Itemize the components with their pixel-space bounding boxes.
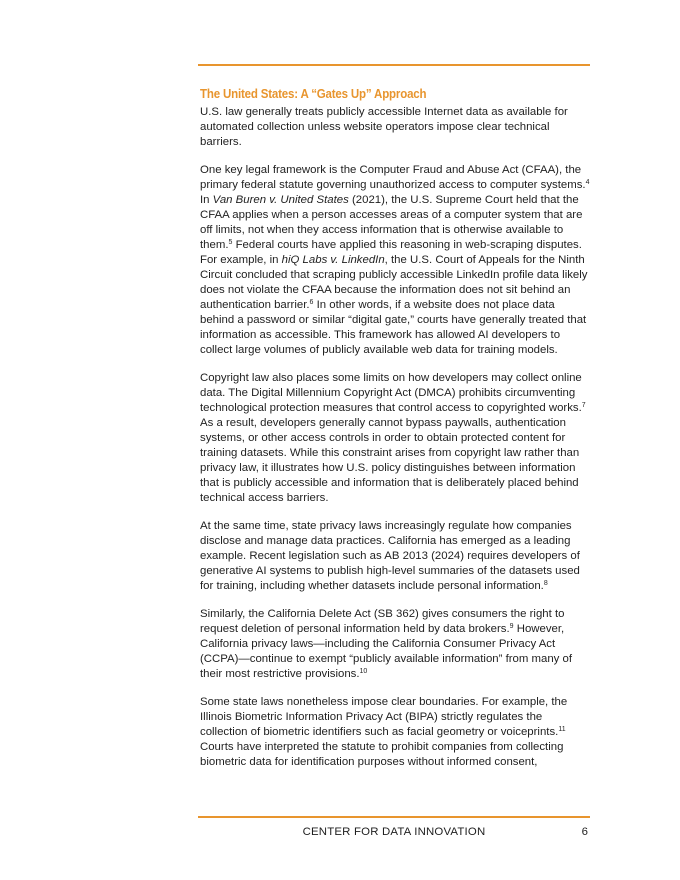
body-paragraph bbox=[200, 695, 590, 770]
text-run: One key legal framework is the Computer Fraud and Abuse Act (CFAA), the primary federal statute governing unauthorized access to computer systems. bbox=[200, 164, 586, 191]
header-rule bbox=[198, 64, 590, 66]
section-heading: The United States: A “Gates Up” Approach bbox=[200, 86, 427, 101]
footnote-ref[interactable]: 6 bbox=[309, 299, 314, 306]
text-run: (2021), the U.S. Supreme Court held that the CFAA applies when a person accesses areas of a computer system that are off limits, not when they access information that is otherwise available to them. bbox=[200, 194, 583, 251]
text-run: Some state laws nonetheless impose clear boundaries. For example, the Illinois Biometric Information Privacy Act (BIPA) strictly regulates the collection of biometric identifiers such as facial geometry or voiceprints. bbox=[200, 696, 568, 738]
text-run: U.S. law generally treats publicly accessible Internet data as available for automated collection unless website operators impose clear technical barriers. bbox=[200, 106, 568, 148]
body-paragraph bbox=[200, 519, 590, 594]
text-run: , the U.S. Court of Appeals for the Ninth Circuit concluded that scraping publicly accessible LinkedIn profile data likely does not violate the CFAA because the information does not sit behind an authentication barrier. bbox=[200, 254, 588, 311]
text-run: Similarly, the California Delete Act (SB 362) gives consumers the right to request deletion of personal information held by data brokers. bbox=[200, 608, 565, 635]
body-paragraph bbox=[200, 607, 590, 682]
footnote-ref[interactable]: 4 bbox=[585, 179, 590, 186]
footnote-ref[interactable]: 8 bbox=[543, 580, 548, 587]
footnote-ref[interactable]: 9 bbox=[509, 623, 514, 630]
footnote-ref[interactable]: 7 bbox=[581, 402, 586, 409]
text-run: Federal courts have applied this reasoning in web-scraping disputes. For example, in bbox=[200, 239, 582, 266]
body-paragraph bbox=[200, 105, 590, 150]
page-footer bbox=[198, 826, 590, 842]
body-paragraph bbox=[200, 163, 590, 358]
text-run: In other words, if a website does not place data behind a password or similar “digital gate,” courts have generally treated that information as accessible. This framework has allowed AI developers to collect large volumes of publicly available web data for training models. bbox=[200, 299, 587, 356]
text-run: Copyright law also places some limits on how developers may collect online data. The Digital Millennium Copyright Act (DMCA) prohibits circumventing technological protection measures that control access to copyrighted works. bbox=[200, 372, 582, 414]
footnote-ref[interactable]: 10 bbox=[359, 668, 368, 675]
case-name: Van Buren v. United States bbox=[212, 194, 349, 206]
footer-title: CENTER FOR DATA INNOVATION bbox=[302, 826, 486, 838]
text-run: However, California privacy laws—including the California Consumer Privacy Act (CCPA)—continue to exempt “publicly available information” from many of their most restrictive provisions. bbox=[200, 623, 573, 680]
footnote-ref[interactable]: 11 bbox=[558, 726, 566, 733]
text-run: At the same time, state privacy laws increasingly regulate how companies disclose and manage data practices. California has emerged as a leading example. Recent legislation such as AB 2013 (2024) requires developers of generative AI systems to publish high-level summaries of the datasets used for training, including whether datasets include personal information. bbox=[200, 520, 580, 592]
text-run: In bbox=[200, 194, 213, 206]
footnote-ref[interactable]: 5 bbox=[228, 239, 233, 246]
page-body bbox=[200, 86, 590, 783]
footer-rule bbox=[198, 816, 590, 818]
body-text bbox=[200, 105, 590, 770]
text-run: As a result, developers generally cannot bypass paywalls, authentication systems, or other access controls in order to obtain protected content for training datasets. While this constraint arises from copyright law rather than privacy law, it illustrates how U.S. policy distinguishes between information that is publicly accessible and information that is deliberately placed behind technical access barriers. bbox=[200, 417, 580, 504]
page-number: 6 bbox=[581, 826, 588, 838]
body-paragraph bbox=[200, 371, 590, 506]
text-run: Courts have interpreted the statute to prohibit companies from collecting biometric data for identification purposes without informed consent, bbox=[200, 741, 564, 768]
case-name: hiQ Labs v. LinkedIn bbox=[281, 254, 385, 266]
